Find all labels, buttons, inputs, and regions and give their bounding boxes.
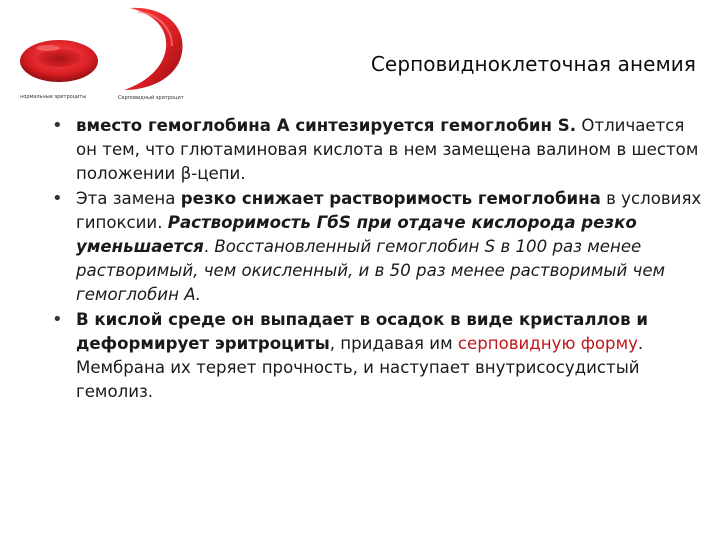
text-segment: В кислой среде он выпадает в осадок в виде кристаллов и деформирует эритроциты	[76, 309, 648, 353]
text-segment: Отличается он тем, что глютаминовая кислота в нем замещена валином в шестом положении	[76, 116, 699, 184]
sickle-erythrocyte-image	[118, 4, 192, 94]
bullet-item	[52, 114, 702, 187]
text-segment: вместо гемоглобина А синтезируется гемоглобин S.	[76, 116, 577, 135]
text-segment: . Мембрана их теряет прочность, и наступает внутрисосудистый гемолиз.	[76, 333, 644, 402]
text-segment: , придавая им	[329, 333, 458, 353]
bullet-item	[52, 187, 702, 308]
text-segment: .	[203, 237, 215, 257]
bullet-item	[52, 308, 702, 405]
normal-erythrocyte-image	[18, 34, 100, 84]
text-segment: Эта замена	[76, 188, 181, 208]
text-segment: Растворимость ГбS при отдаче кислорода резко уменьшается	[76, 212, 637, 257]
text-segment: резко снижает растворимость гемоглобина	[180, 188, 601, 208]
text-segment: -цепи.	[191, 164, 246, 184]
normal-erythrocyte-caption: нормальные эритроциты	[20, 94, 87, 100]
sickle-erythrocyte-caption: Серповидный эритроцит	[118, 95, 184, 101]
bullet-list	[52, 114, 702, 404]
illustration-area	[0, 0, 200, 110]
highlighted-term: серповидную форму	[457, 333, 638, 353]
text-segment: β	[180, 164, 192, 184]
slide-title: Серповидноклеточная анемия	[370, 52, 696, 76]
text-segment: Восстановленный гемоглобин S в 100 раз менее растворимый, чем окисленный, и в 50 раз менее растворимый чем гемоглобин А.	[76, 237, 666, 305]
text-segment: в условиях гипоксии.	[76, 188, 702, 232]
